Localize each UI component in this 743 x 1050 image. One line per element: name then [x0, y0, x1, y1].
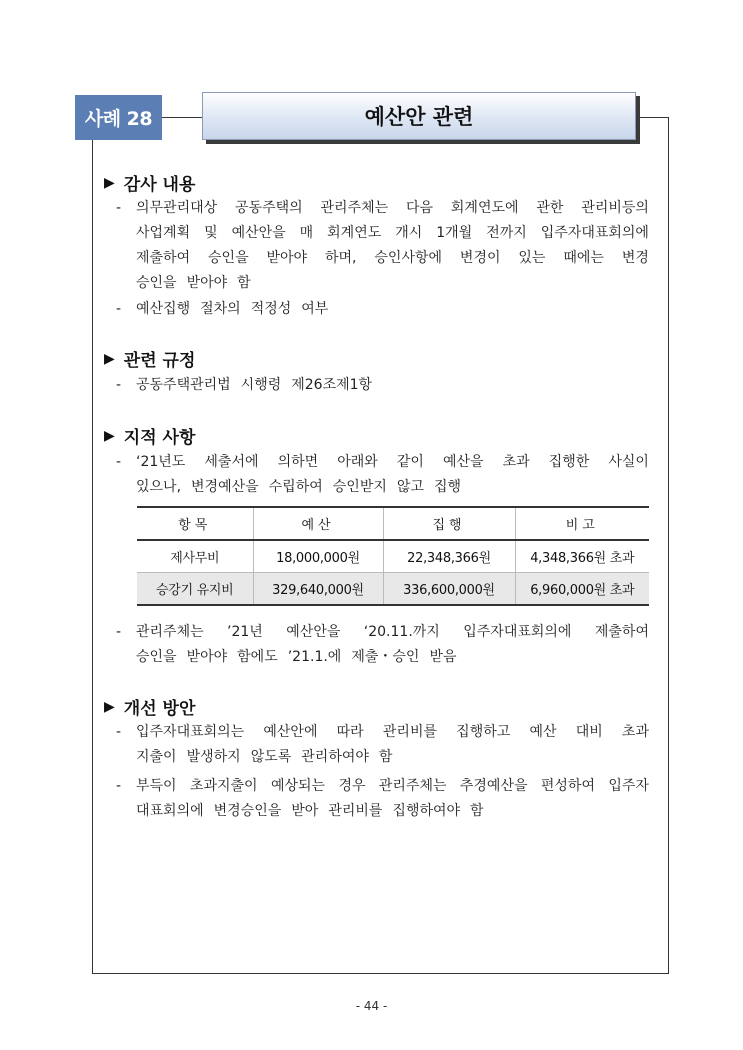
- word: 관리비등의: [581, 200, 649, 216]
- word: 집행한: [548, 454, 590, 470]
- word: 변경이: [459, 250, 501, 266]
- word: 세출서에: [204, 454, 259, 470]
- word: 집행: [433, 479, 461, 495]
- word: 초과: [621, 724, 649, 740]
- table-header-row: [137, 507, 649, 540]
- word: 제출하여: [136, 250, 191, 266]
- word: ’21.1.에: [287, 649, 342, 665]
- word: 변경승인을: [213, 803, 282, 819]
- table-cell: 329,640,000원: [253, 573, 383, 606]
- text-line: [116, 246, 649, 271]
- word: 예상되는: [270, 778, 326, 794]
- word: 발생하지: [186, 749, 241, 765]
- word: ‘21년도: [136, 454, 186, 470]
- triangle-bullet-icon: ▶: [104, 350, 115, 367]
- text-line: [116, 799, 649, 824]
- word: 승인을: [136, 275, 177, 291]
- word: 함에도: [237, 649, 278, 665]
- table-cell: 22,348,366원: [383, 540, 515, 573]
- word: 함: [237, 275, 251, 291]
- header-right-line: [640, 117, 669, 118]
- word: 시행령: [240, 377, 282, 393]
- table-cell: 336,600,000원: [383, 573, 515, 606]
- word: 초과지출이: [189, 778, 258, 794]
- table-header-cell: 예산: [253, 507, 383, 540]
- word: 편성하여: [540, 778, 595, 794]
- word: 초과: [502, 454, 530, 470]
- findings-bullet-1: [116, 450, 649, 500]
- word: 1개월: [436, 225, 473, 241]
- regulation-bullet-1: [116, 373, 649, 398]
- section-heading-audit: ▶ 감사 내용: [104, 174, 196, 195]
- word: 여부: [301, 301, 329, 317]
- word: 같이: [396, 454, 424, 470]
- word: 받아: [291, 803, 319, 819]
- section-heading-improvement: ▶ 개선 방안: [104, 698, 196, 719]
- text-line: [116, 196, 649, 221]
- word: 관리주체는: [136, 624, 204, 640]
- page-number: - 44 -: [355, 999, 388, 1013]
- word: 승인사항에: [374, 250, 443, 266]
- dash-bullet: -: [116, 778, 122, 794]
- table-header-cell: 항목: [137, 507, 253, 540]
- budget-table: [137, 506, 649, 606]
- word: 관리비를: [382, 724, 437, 740]
- word: 입주자대표회의는: [136, 724, 245, 740]
- dash-bullet: -: [116, 454, 122, 470]
- table-cell: 승강기 유지비: [137, 573, 253, 606]
- header-connector-line: [162, 117, 202, 118]
- word: 사업계획: [136, 225, 191, 241]
- word: 함: [378, 749, 393, 765]
- word: 부득이: [136, 778, 177, 794]
- audit-bullet-1: [116, 196, 649, 296]
- word: 않고: [396, 479, 424, 495]
- word: 다음: [405, 200, 434, 216]
- word: 관리주체는: [320, 200, 389, 216]
- word: 공동주택관리법: [136, 377, 231, 393]
- text-line: [116, 450, 649, 475]
- word: 입주자: [608, 778, 649, 794]
- word: 받아야: [186, 649, 228, 665]
- text-line: [116, 774, 649, 799]
- word: 있는: [518, 250, 546, 266]
- word: 하며,: [324, 250, 357, 266]
- text-line: [116, 271, 649, 296]
- dash-bullet: -: [116, 301, 122, 317]
- word: 사실이: [608, 454, 649, 470]
- triangle-bullet-icon: ▶: [104, 698, 115, 715]
- word: 입주자대표회의에: [540, 225, 649, 241]
- text-line: [116, 221, 649, 246]
- frame-bottom: [92, 973, 669, 974]
- frame-left: [92, 140, 93, 973]
- word: 예산안에: [263, 724, 318, 740]
- word: 승인을: [208, 250, 249, 266]
- improvement-bullet-2: [116, 774, 649, 824]
- word: 예산안을: [231, 225, 286, 241]
- table-cell: 6,960,000원 초과: [515, 573, 649, 606]
- text-line: [116, 475, 649, 500]
- word: 관리비를: [328, 803, 383, 819]
- page-title: 예산안 관련: [202, 92, 636, 140]
- word: 따라: [336, 724, 364, 740]
- word: 승인받지: [332, 479, 387, 495]
- word: 및: [204, 225, 218, 241]
- table-header-cell: 집행: [383, 507, 515, 540]
- word: 대표회의에: [136, 803, 204, 819]
- word: 제출・승인: [351, 649, 420, 665]
- word: 예산: [529, 724, 557, 740]
- frame-right: [668, 117, 669, 973]
- text-line: [116, 720, 649, 745]
- findings-bullet-2: [116, 620, 649, 670]
- word: 매: [299, 225, 314, 241]
- word: 변경: [621, 250, 649, 266]
- word: 집행하여야: [392, 803, 461, 819]
- text-line: [116, 745, 649, 770]
- word: 대비: [575, 724, 603, 740]
- word: 예산안을: [286, 624, 341, 640]
- word: 받음: [429, 649, 457, 665]
- word: 제출하여: [594, 624, 649, 640]
- section-heading-regulation: ▶ 관련 규정: [104, 350, 196, 371]
- word: 적정성: [250, 301, 292, 317]
- word: 절차의: [200, 301, 241, 317]
- word: 예산집행: [136, 301, 191, 317]
- audit-bullet-2: [116, 297, 649, 322]
- word: 공동주택의: [235, 200, 303, 216]
- word: ’21년: [227, 624, 263, 640]
- dash-bullet: -: [116, 377, 122, 393]
- dash-bullet: -: [116, 724, 122, 740]
- word: 받아야: [186, 275, 228, 291]
- word: 개시: [395, 225, 423, 241]
- word: 예산을: [442, 454, 484, 470]
- word: 있으나,: [136, 479, 182, 495]
- word: 경우: [338, 778, 366, 794]
- word: 의무관리대상: [136, 200, 218, 216]
- word: 입주자대표회의에: [463, 624, 572, 640]
- word: 집행하고: [456, 724, 511, 740]
- word: 변경예산을: [191, 479, 259, 495]
- word: 승인을: [136, 649, 177, 665]
- word: 때에는: [563, 250, 604, 266]
- word: 않도록: [250, 749, 292, 765]
- word: 관리하여야: [301, 749, 369, 765]
- text-line: [116, 620, 649, 645]
- text-line: [116, 645, 649, 670]
- text-line: [116, 373, 649, 398]
- word: 회계연도: [327, 225, 382, 241]
- word: 아래와: [337, 454, 378, 470]
- section-heading-findings: ▶ 지적 사항: [104, 427, 196, 448]
- case-label: 사례 28: [75, 95, 162, 140]
- table-header-cell: 비고: [515, 507, 649, 540]
- text-line: [116, 297, 649, 322]
- table-row: [137, 540, 649, 573]
- table-cell: 제사무비: [137, 540, 253, 573]
- word: 추경예산을: [459, 778, 528, 794]
- word: 받아야: [266, 250, 308, 266]
- improvement-bullet-1: [116, 720, 649, 770]
- word: 함: [470, 803, 484, 819]
- word: 관한: [536, 200, 564, 216]
- word: ‘20.11.까지: [363, 624, 440, 640]
- dash-bullet: -: [116, 624, 122, 640]
- triangle-bullet-icon: ▶: [104, 427, 115, 444]
- word: 관리주체는: [378, 778, 447, 794]
- table-cell: 18,000,000원: [253, 540, 383, 573]
- table-cell: 4,348,366원 초과: [515, 540, 649, 573]
- dash-bullet: -: [116, 200, 122, 216]
- word: 의하면: [277, 454, 319, 470]
- word: 회계연도에: [450, 200, 519, 216]
- word: 수립하여: [268, 479, 323, 495]
- table-row: [137, 573, 649, 606]
- word: 제26조제1항: [291, 377, 373, 393]
- triangle-bullet-icon: ▶: [104, 174, 115, 191]
- word: 지출이: [136, 749, 177, 765]
- word: 전까지: [486, 225, 527, 241]
